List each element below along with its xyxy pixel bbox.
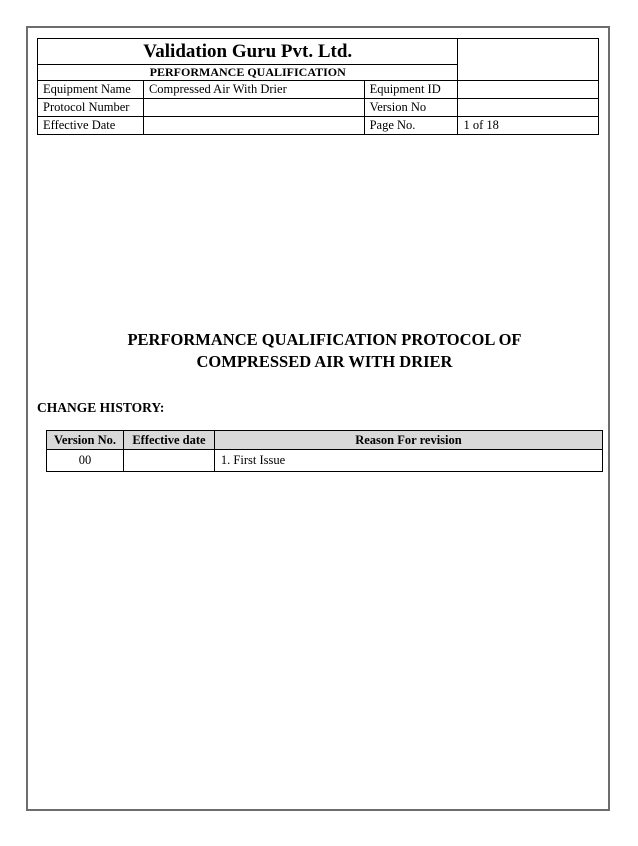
- document-header-table: [37, 38, 599, 135]
- document-title-line2: COMPRESSED AIR WITH DRIER: [196, 352, 453, 371]
- page-no-label: Page No.: [364, 117, 458, 135]
- logo-cell: [458, 39, 599, 81]
- column-header-effective-date: Effective date: [123, 431, 214, 450]
- change-history-table: [46, 430, 603, 472]
- equipment-name-value: Compressed Air With Drier: [143, 81, 364, 99]
- column-header-version: Version No.: [47, 431, 124, 450]
- document-title-line1: PERFORMANCE QUALIFICATION PROTOCOL OF: [127, 330, 522, 349]
- version-no-value: [458, 99, 599, 117]
- header-row: [38, 99, 599, 117]
- protocol-number-value: [143, 99, 364, 117]
- header-row: [38, 81, 599, 99]
- effective-date-cell: [123, 450, 214, 472]
- protocol-number-label: Protocol Number: [38, 99, 144, 117]
- equipment-id-value: [458, 81, 599, 99]
- change-history-header-row: [47, 431, 603, 450]
- column-header-reason: Reason For revision: [214, 431, 602, 450]
- change-history-heading: CHANGE HISTORY:: [37, 400, 165, 415]
- table-row: [47, 450, 603, 472]
- page-no-value: 1 of 18: [458, 117, 599, 135]
- equipment-id-label: Equipment ID: [364, 81, 458, 99]
- page-border: [26, 26, 610, 811]
- document-type: PERFORMANCE QUALIFICATION: [38, 65, 458, 81]
- header-row: [38, 117, 599, 135]
- version-cell: 00: [47, 450, 124, 472]
- version-no-label: Version No: [364, 99, 458, 117]
- effective-date-value: [143, 117, 364, 135]
- document-title: [37, 329, 612, 373]
- company-name: Validation Guru Pvt. Ltd.: [38, 39, 458, 65]
- equipment-name-label: Equipment Name: [38, 81, 144, 99]
- effective-date-label: Effective Date: [38, 117, 144, 135]
- reason-cell: 1. First Issue: [214, 450, 602, 472]
